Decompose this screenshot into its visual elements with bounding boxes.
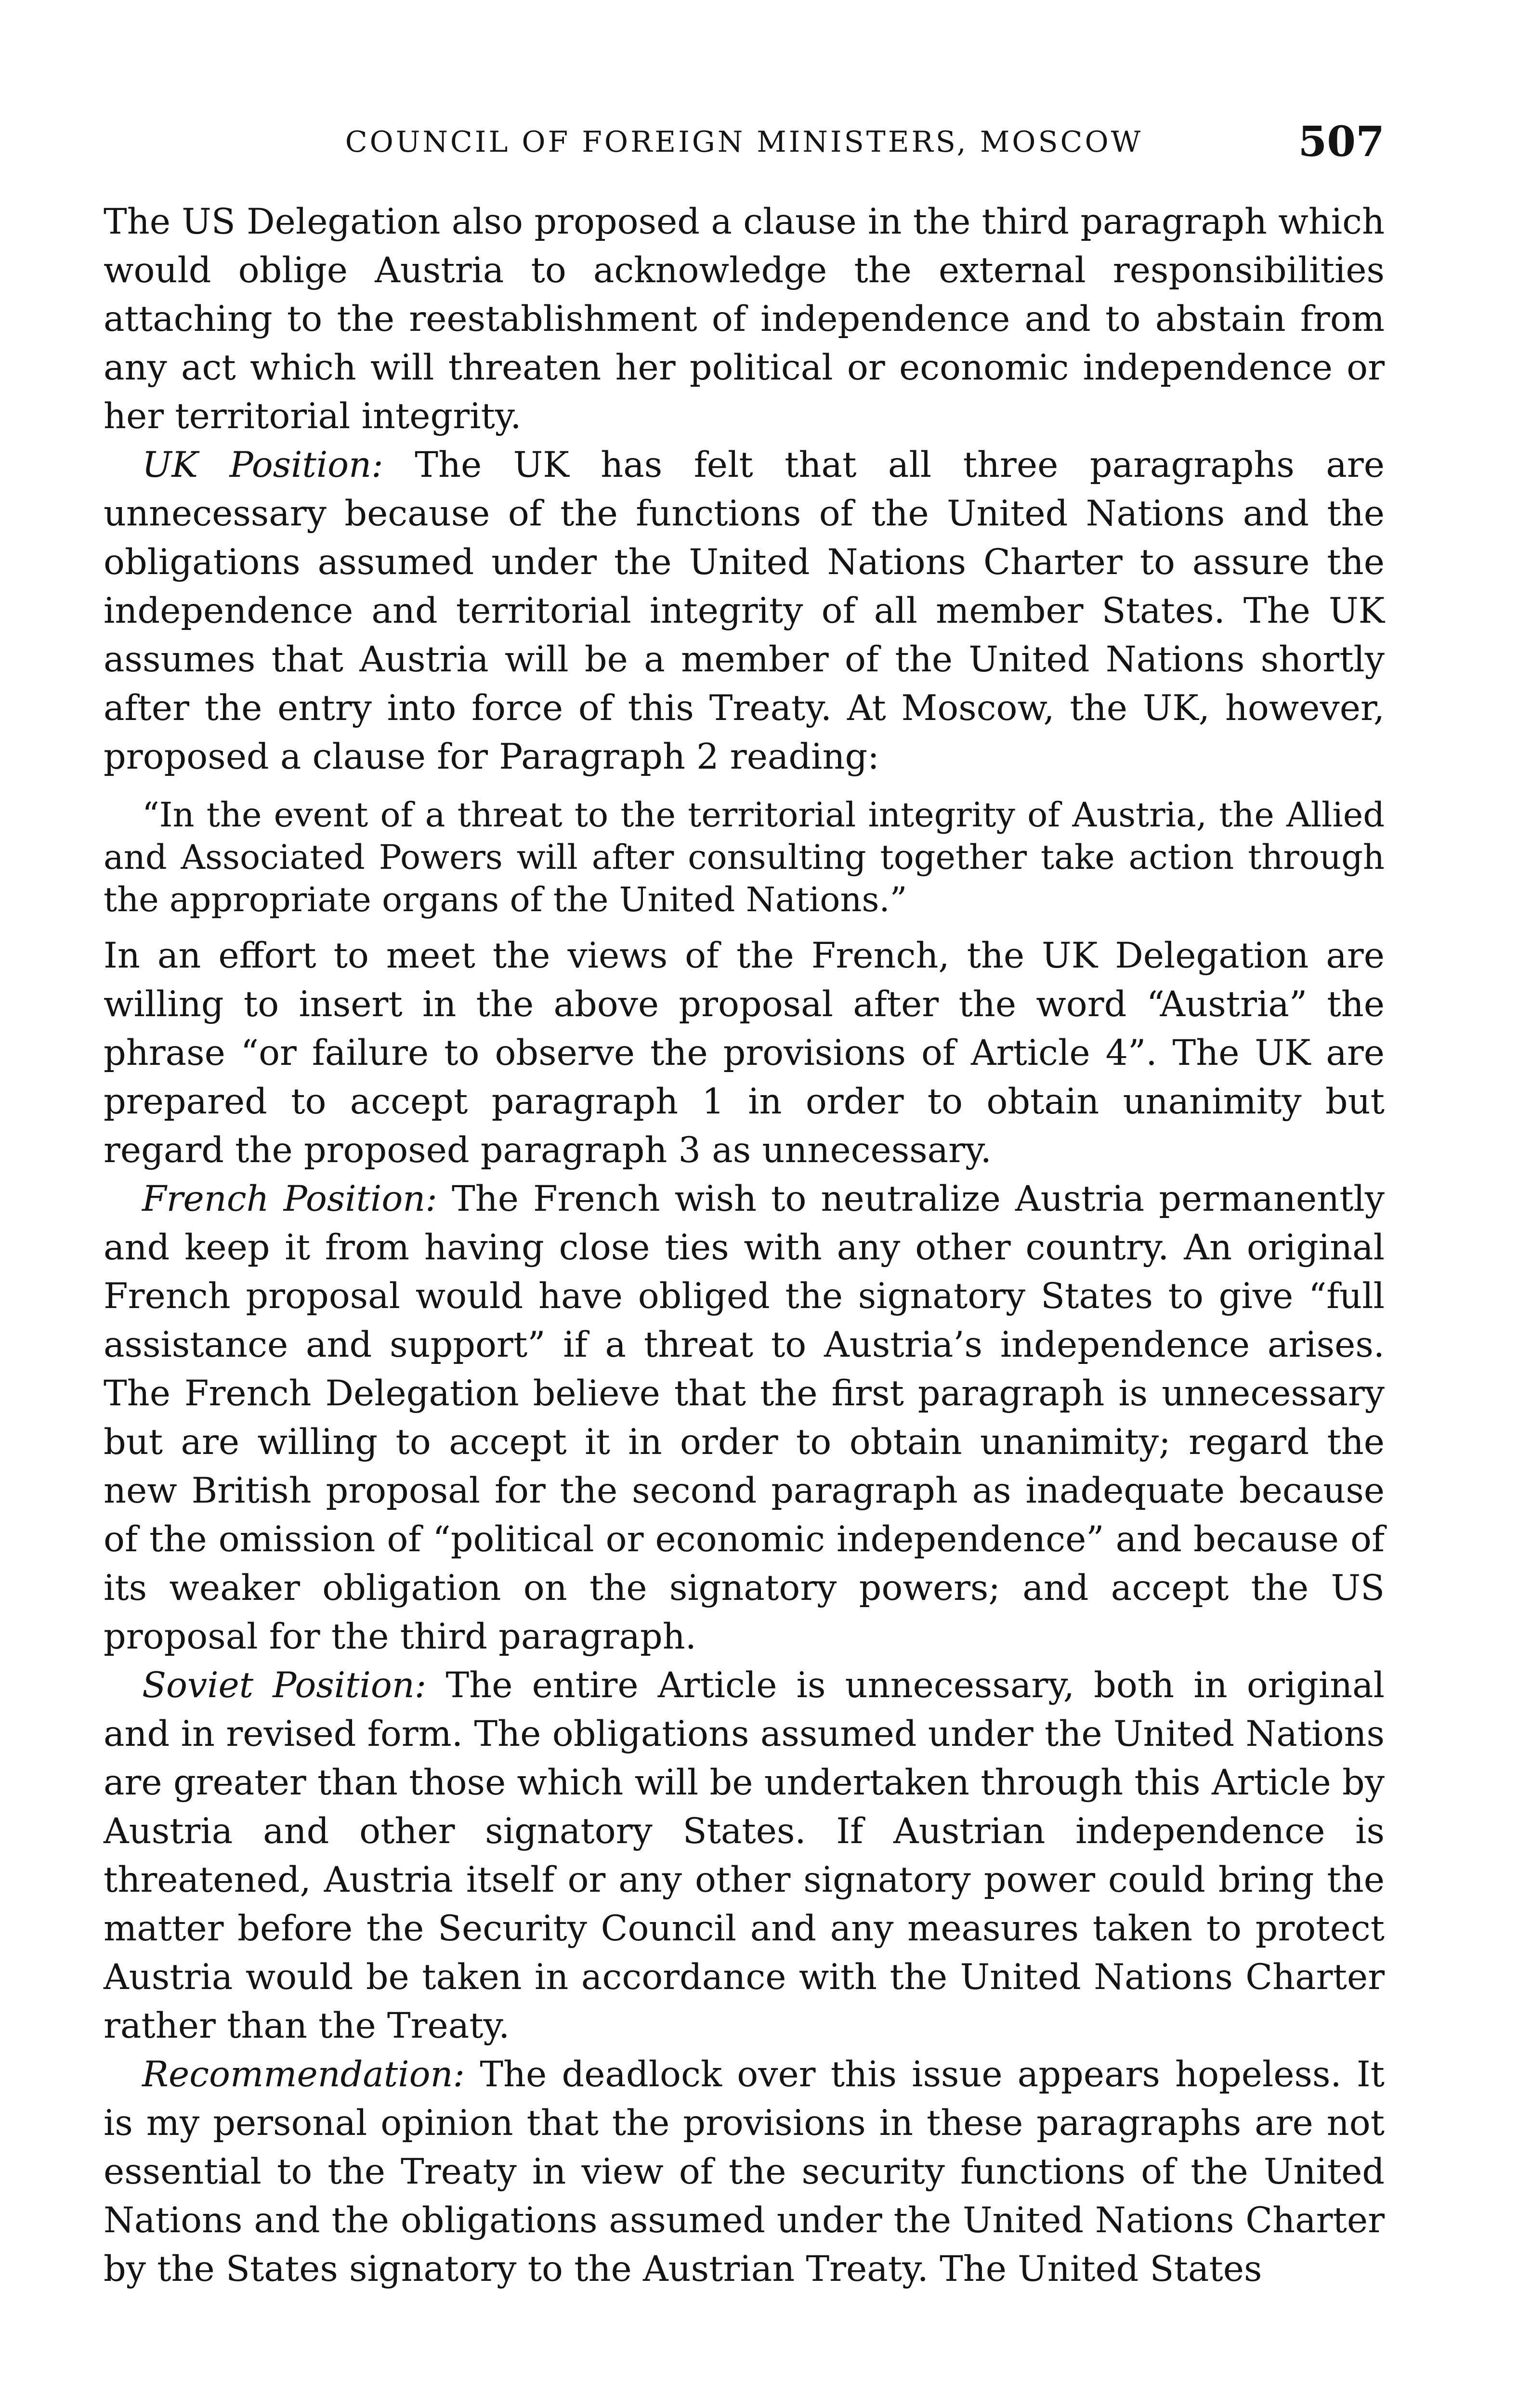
paragraph-uk-delegation: In an effort to meet the views of the French, the UK Delegation are willing to insert in the above proposal after the word “Austria” the phrase “or failure to observe the provisions of Article 4”. The UK are prepared to accept paragraph 1 in order to obtain unanimity but regard the proposed paragraph 3 as unnecessary. — [104, 935, 1385, 1171]
soviet-position-heading: Soviet Position: — [142, 1665, 427, 1706]
running-header — [104, 120, 1385, 173]
french-position-text: The French wish to neutralize Austria permanently and keep it from having close ties with any other country. An original French proposal would have obliged the signatory States to give “full assistance and support” if a threat to Austria’s independence arises. The French Delegation believe that the first paragraph is unnecessary but are willing to accept it in order to obtain unanimity; regard the new British proposal for the second paragraph as inadequate because of the omission of “political or economic independence” and because of its weaker obligation on the signatory powers; and accept the US proposal for the third paragraph. — [104, 1178, 1385, 1657]
paragraph-french-position — [104, 1175, 1385, 1661]
paragraph-us-delegation: The US Delegation also proposed a clause in the third paragraph which would oblige Austria to acknowledge the external responsibilities attaching to the reestablishment of independence and to abstain from any act which will threaten her political or economic independence or her territorial integrity. — [104, 201, 1385, 437]
soviet-position-text: The entire Article is unnecessary, both in original and in revised form. The obligations assumed under the United Nations are greater than those which will be undertaken through this Article by Austria and other signatory States. If Austrian independence is threatened, Austria itself or any other signatory power could bring the matter before the Security Council and any measures taken to protect Austria would be taken in accordance with the United Nations Charter rather than the Treaty. — [104, 1665, 1385, 2046]
body-text — [104, 197, 1385, 2293]
page-number: 507 — [1298, 118, 1385, 166]
paragraph-soviet-position — [104, 1661, 1385, 2050]
paragraph-uk-position — [104, 441, 1385, 781]
uk-position-heading: UK Position: — [142, 445, 383, 485]
french-position-heading: French Position: — [142, 1178, 437, 1219]
block-quote: “In the event of a threat to the territorial integrity of Austria, the Allied and Associated Powers will after consulting together take action through the appropriate organs of the United Nations.” — [104, 795, 1385, 919]
running-title: COUNCIL OF FOREIGN MINISTERS, MOSCOW — [345, 125, 1143, 159]
uk-position-text: The UK has felt that all three paragraphs are unnecessary because of the functions of the United Nations and the obligations assumed under the United Nations Charter to assure the independence and territorial integrity of all member States. The UK assumes that Austria will be a member of the United Nations shortly after the entry into force of this Treaty. At Moscow, the UK, however, proposed a clause for Paragraph 2 reading: — [104, 445, 1385, 777]
recommendation-text: The deadlock over this issue appears hopeless. It is my personal opinion that the provisions in these paragraphs are not essential to the Treaty in view of the security functions of the United Nations and the obligations assumed under the United Nations Charter by the States signatory to the Austrian Treaty. The United States — [104, 2054, 1385, 2290]
recommendation-heading: Recommendation: — [142, 2054, 465, 2095]
paragraph-recommendation — [104, 2050, 1385, 2293]
